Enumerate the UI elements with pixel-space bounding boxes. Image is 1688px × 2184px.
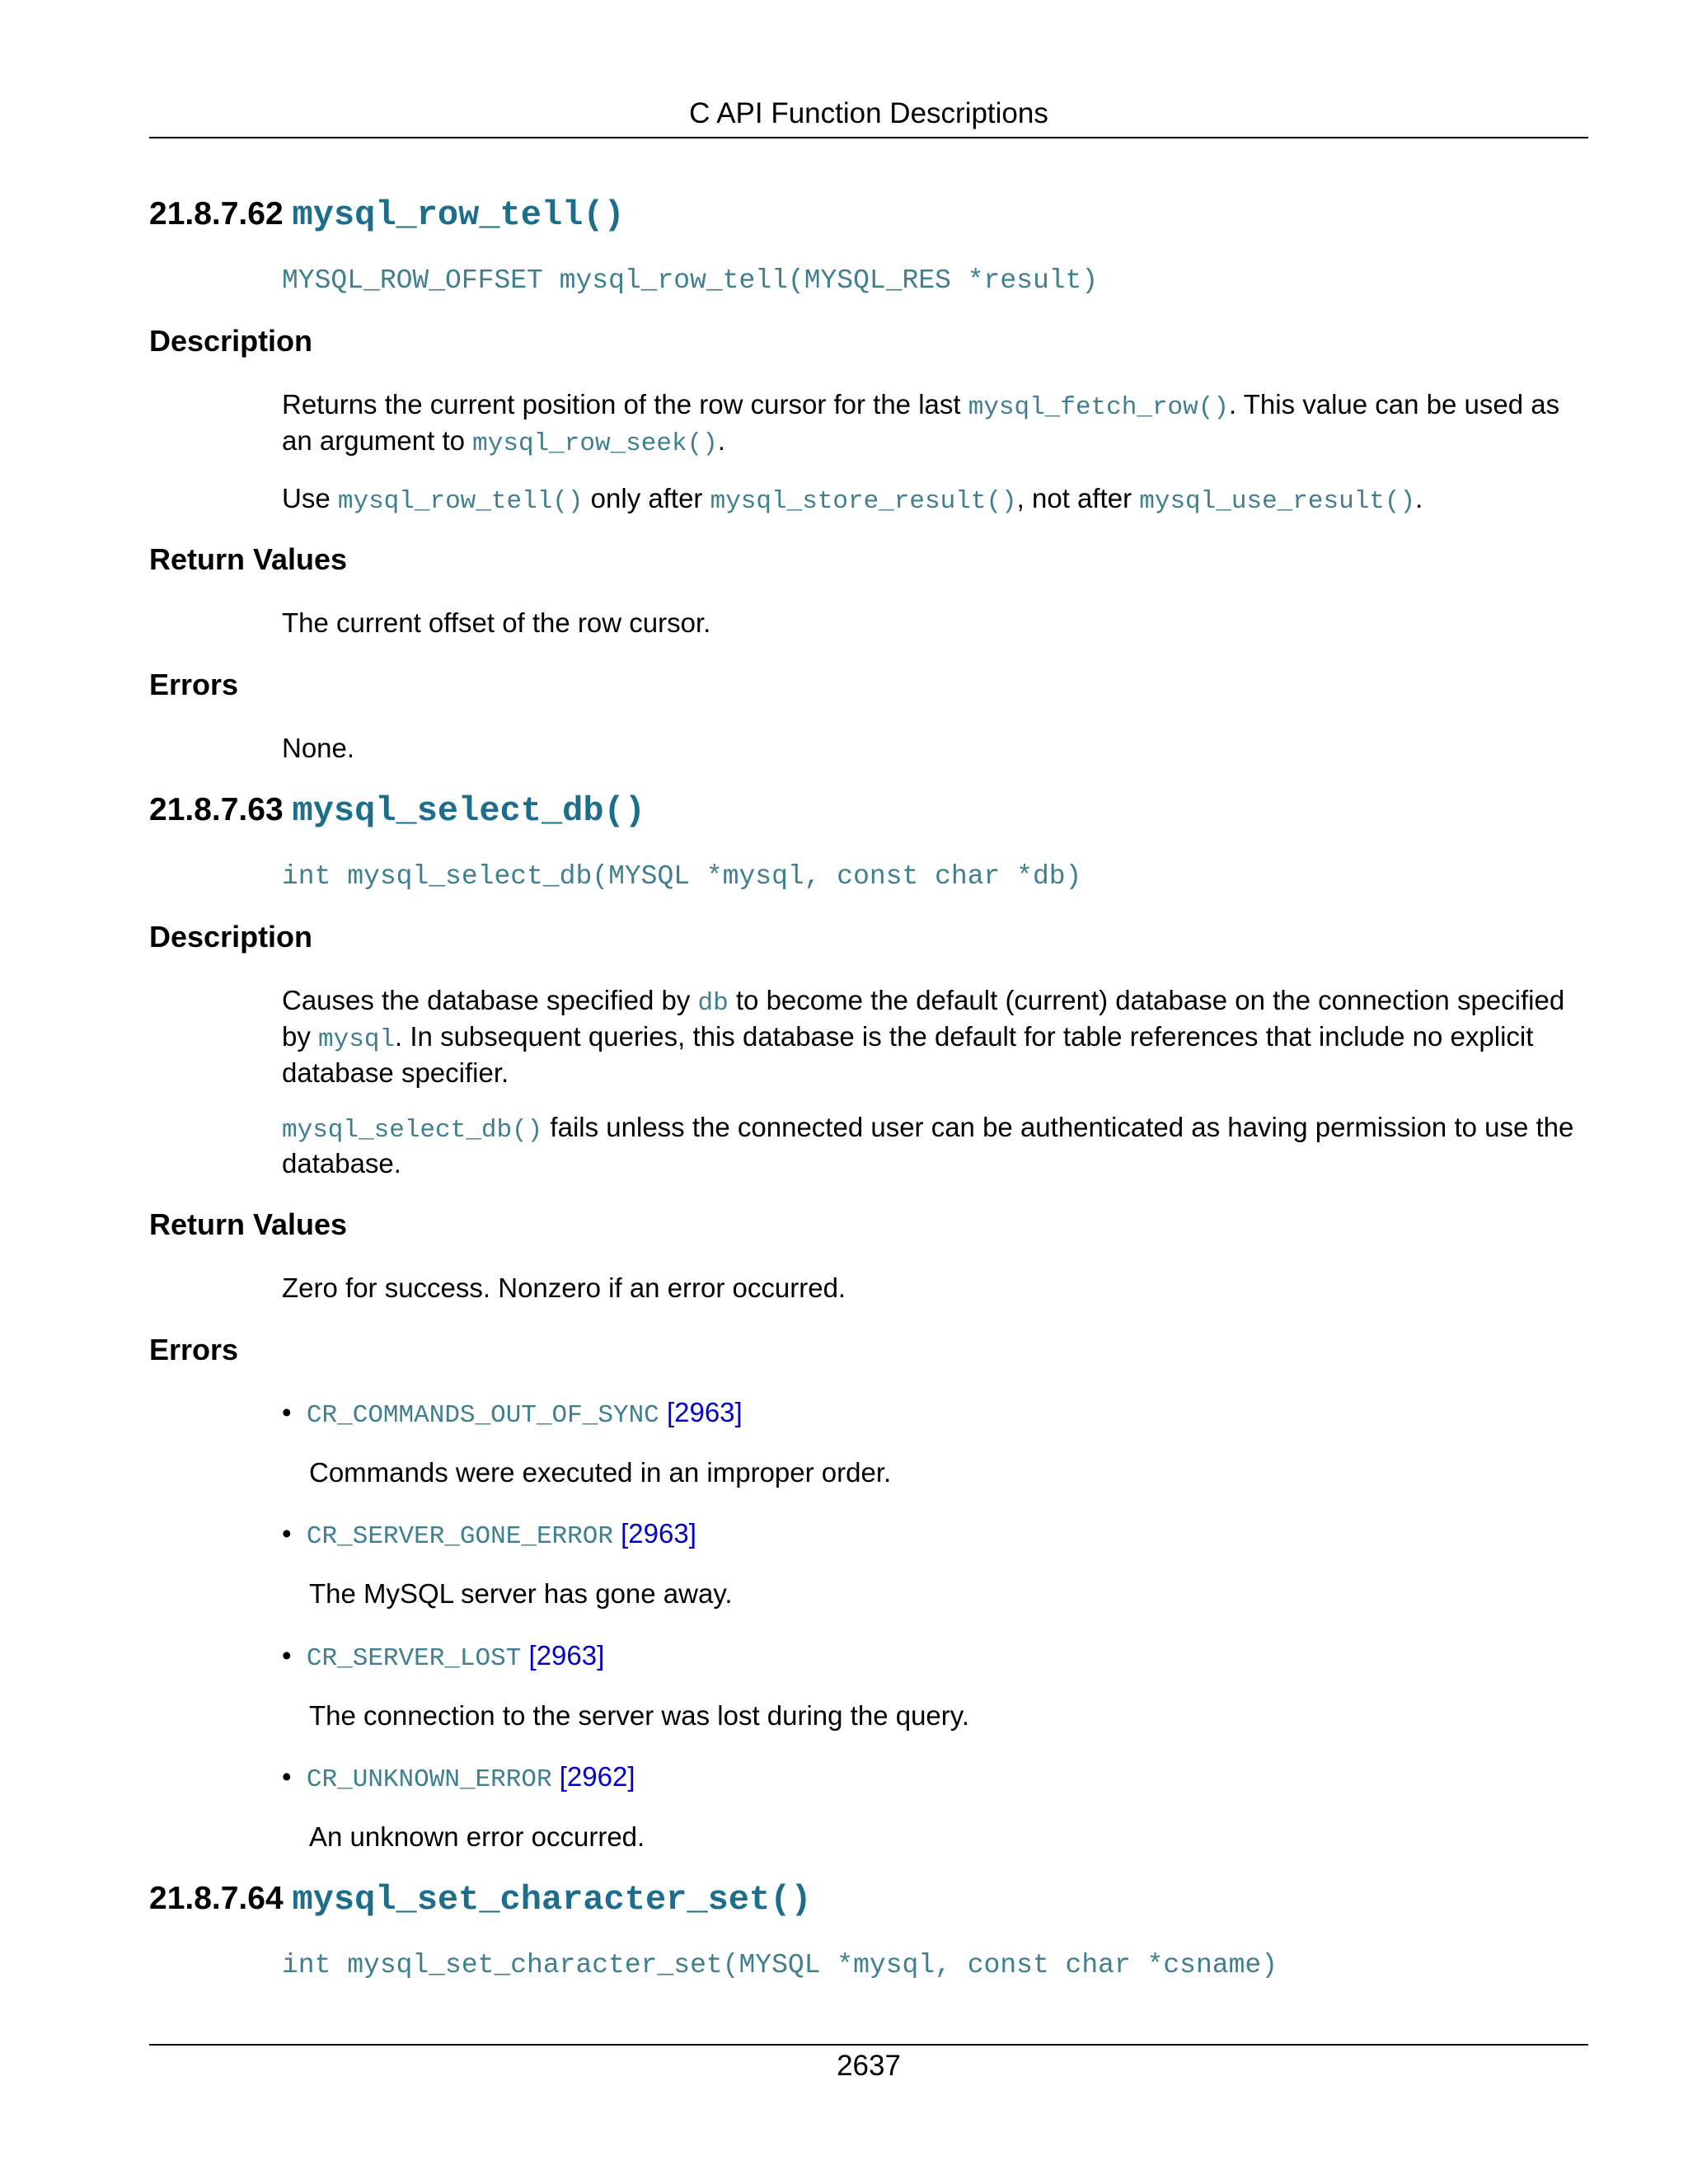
page-ref-link[interactable]: [2963] <box>621 1518 696 1549</box>
error-code-link[interactable]: CR_UNKNOWN_ERROR <box>306 1765 552 1794</box>
description-paragraph: Causes the database specified by db to become the default (current) database on the connection specified by mysql. In subsequent queries, this database is the default for table references that include no explicit database specifier. <box>282 985 1565 1088</box>
page-ref-link[interactable]: [2963] <box>528 1640 605 1671</box>
code-link[interactable]: mysql_use_result() <box>1139 487 1416 516</box>
section-number: 21.8.7.64 <box>149 1881 284 1916</box>
bullet-icon: • <box>282 1640 292 1671</box>
bullet-icon: • <box>282 1761 292 1792</box>
page-header: C API Function Descriptions <box>689 97 1048 129</box>
function-signature: MYSQL_ROW_OFFSET mysql_row_tell(MYSQL_RES *result) <box>282 265 1099 296</box>
function-name-link[interactable]: mysql_row_tell() <box>292 195 625 235</box>
error-item <box>282 1397 743 1430</box>
return-values-text: The current offset of the row cursor. <box>282 607 711 638</box>
error-description: The connection to the server was lost during the query. <box>309 1700 969 1731</box>
usage-paragraph: Use mysql_row_tell() only after mysql_store_result(), not after mysql_use_result(). <box>282 483 1423 516</box>
code-link[interactable]: mysql_select_db() <box>282 1116 543 1145</box>
return-values-text: Zero for success. Nonzero if an error occurred. <box>282 1272 846 1303</box>
page-number: 2637 <box>837 2050 901 2082</box>
page-ref-link[interactable]: [2963] <box>666 1397 743 1427</box>
section-title-select-db <box>149 791 645 831</box>
page-ref-link[interactable]: [2962] <box>559 1761 635 1792</box>
code-link[interactable]: db <box>697 989 729 1018</box>
bullet-icon: • <box>282 1518 292 1549</box>
section-number: 21.8.7.62 <box>149 196 284 232</box>
section-title-set-character-set <box>149 1880 812 1919</box>
error-description: Commands were executed in an improper order. <box>309 1457 892 1488</box>
error-description: The MySQL server has gone away. <box>309 1578 733 1609</box>
section-title-row-tell <box>149 195 625 235</box>
error-description: An unknown error occurred. <box>309 1821 645 1852</box>
return-values-heading: Return Values <box>149 542 348 576</box>
error-item <box>282 1640 604 1673</box>
errors-text: None. <box>282 733 355 763</box>
errors-heading: Errors <box>149 1333 239 1366</box>
description-heading: Description <box>149 920 313 954</box>
errors-heading: Errors <box>149 668 239 701</box>
code-link[interactable]: mysql_store_result() <box>710 487 1017 516</box>
bullet-icon: • <box>282 1397 292 1427</box>
error-item <box>282 1761 635 1794</box>
code-link[interactable]: mysql <box>318 1025 396 1054</box>
permission-paragraph: mysql_select_db() fails unless the connected user can be authenticated as having permission to use the database. <box>282 1112 1574 1179</box>
function-name-link[interactable]: mysql_set_character_set() <box>292 1880 812 1919</box>
function-name-link[interactable]: mysql_select_db() <box>292 791 645 831</box>
footer-rule <box>149 2044 1588 2046</box>
code-link[interactable]: mysql_row_tell() <box>337 487 584 516</box>
error-code-link[interactable]: CR_SERVER_GONE_ERROR <box>306 1522 613 1551</box>
error-code-link[interactable]: CR_SERVER_LOST <box>306 1644 522 1673</box>
section-number: 21.8.7.63 <box>149 792 284 827</box>
error-item <box>282 1518 696 1551</box>
description-paragraph: Returns the current position of the row cursor for the last mysql_fetch_row(). This value can be used as an argument to mysql_row_seek(). <box>282 389 1560 458</box>
error-code-link[interactable]: CR_COMMANDS_OUT_OF_SYNC <box>306 1401 659 1430</box>
header-rule <box>149 137 1588 138</box>
return-values-heading: Return Values <box>149 1207 348 1241</box>
description-heading: Description <box>149 324 313 358</box>
code-link[interactable]: mysql_fetch_row() <box>968 393 1229 422</box>
code-link[interactable]: mysql_row_seek() <box>472 429 718 458</box>
function-signature: int mysql_select_db(MYSQL *mysql, const char *db) <box>282 861 1082 892</box>
function-signature: int mysql_set_character_set(MYSQL *mysql, const char *csname) <box>282 1950 1278 1980</box>
